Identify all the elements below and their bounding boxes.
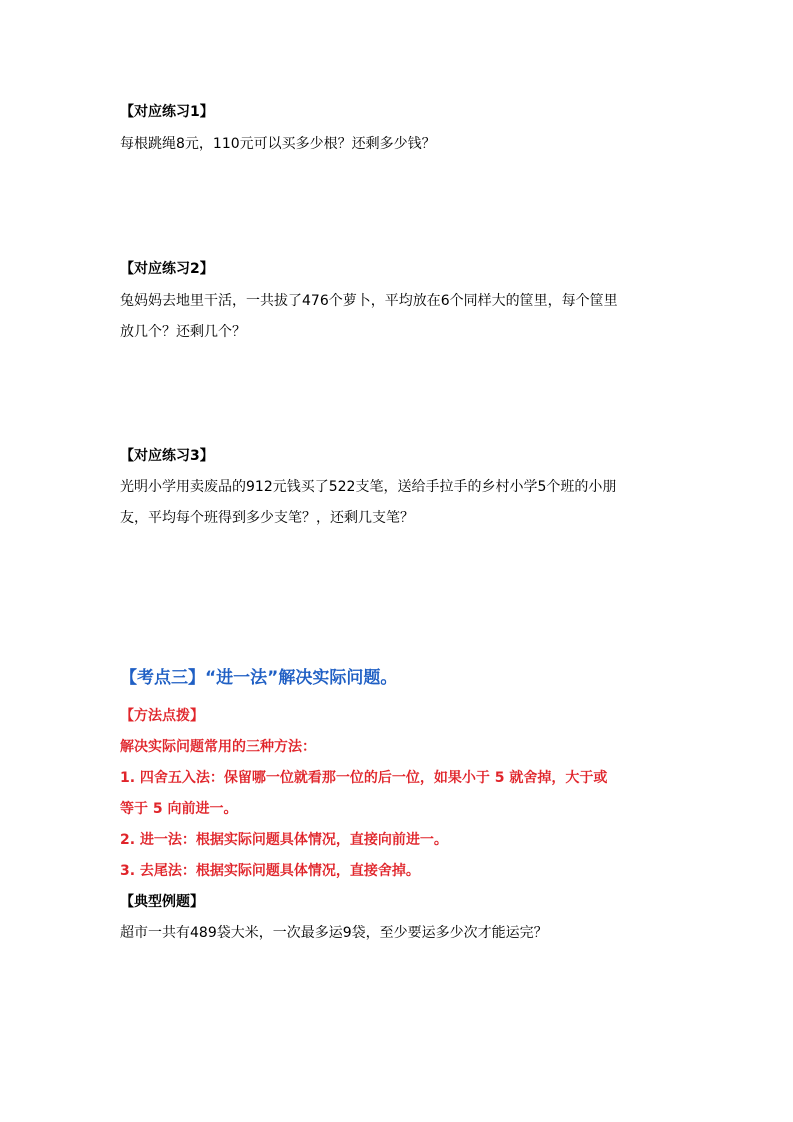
exercise-2-question-line-2: 放几个？还剩几个？ — [120, 324, 246, 340]
exercise-3-question-line-1: 光明小学用卖废品的912元钱买了522支笔，送给手拉手的乡村小学5个班的小朋 — [120, 479, 617, 495]
method-heading: 【方法点拨】 — [120, 708, 204, 724]
example-question: 超市一共有489袋大米，一次最多运9袋，至少要运多少次才能运完？ — [120, 925, 548, 941]
section-3-title: 【考点三】“进一法”解决实际问题。 — [120, 668, 398, 688]
method-item-3: 3. 去尾法：根据实际问题具体情况，直接舍掉。 — [120, 863, 420, 879]
exercise-2-heading: 【对应练习2】 — [120, 261, 214, 277]
method-item-1-line-1: 1. 四舍五入法：保留哪一位就看那一位的后一位，如果小于 5 就舍掉，大于或 — [120, 770, 608, 786]
method-item-1-line-2: 等于 5 向前进一。 — [120, 801, 238, 817]
exercise-2-question-line-1: 兔妈妈去地里干活，一共拔了476个萝卜，平均放在6个同样大的筐里，每个筐里 — [120, 293, 618, 309]
exercise-1-heading: 【对应练习1】 — [120, 104, 214, 120]
exercise-3-heading: 【对应练习3】 — [120, 448, 214, 464]
example-heading: 【典型例题】 — [120, 894, 204, 910]
method-intro: 解决实际问题常用的三种方法： — [120, 739, 316, 755]
method-item-2: 2. 进一法：根据实际问题具体情况，直接向前进一。 — [120, 832, 448, 848]
exercise-1-question: 每根跳绳8元，110元可以买多少根？还剩多少钱？ — [120, 136, 436, 152]
exercise-3-question-line-2: 友，平均每个班得到多少支笔？，还剩几支笔？ — [120, 510, 414, 526]
